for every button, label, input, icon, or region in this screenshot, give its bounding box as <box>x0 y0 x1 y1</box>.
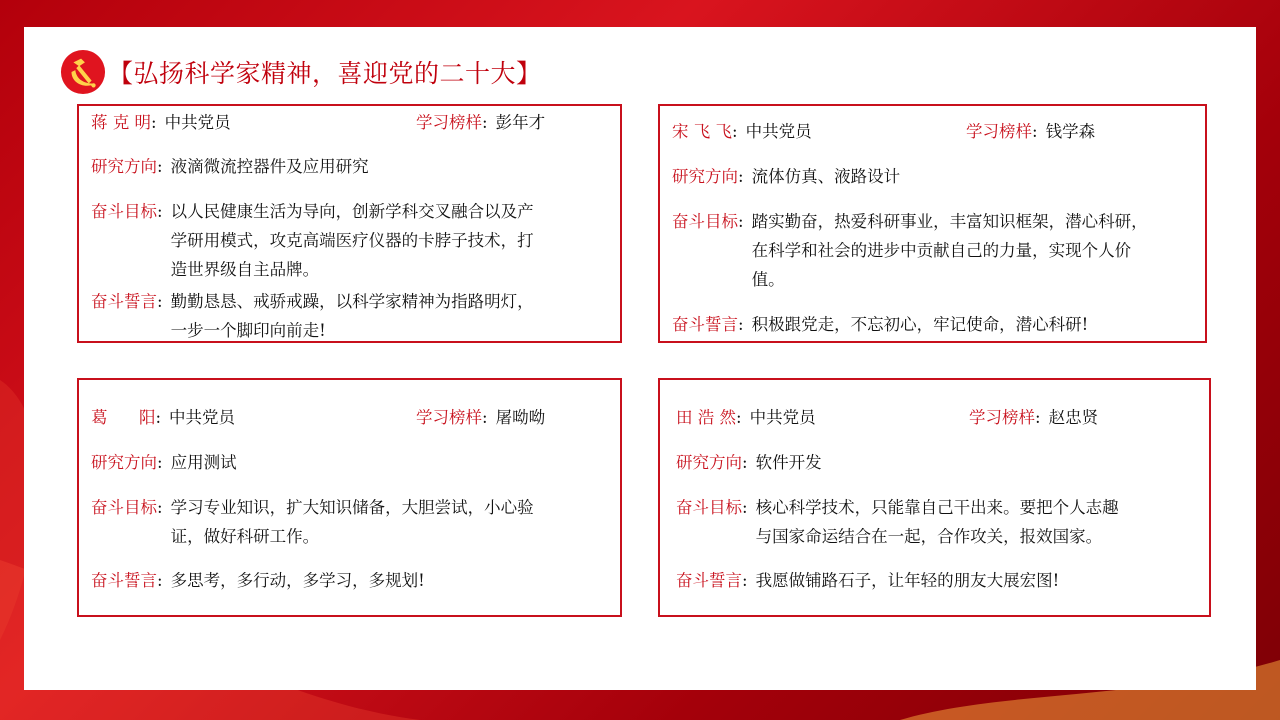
oath-row: 奋斗誓言 : 勤勤恳恳、戒骄戒躁，以科学家精神为指路明灯， 一步一个脚印向前走! <box>91 287 612 345</box>
direction-row: 研究方向 : 流体仿真、液路设计 <box>672 162 1197 191</box>
oath-label: 奋斗誓言 <box>676 571 742 590</box>
card-name-row: 宋 飞 飞 : 中共党员 学习榜样: 钱学森 <box>672 117 1197 146</box>
profile-card <box>77 104 622 343</box>
direction-row: 研究方向 : 软件开发 <box>676 448 1201 477</box>
direction-value: 液滴微流控器件及应用研究 <box>170 157 369 176</box>
party-status: 中共党员 <box>745 122 812 141</box>
party-status: 中共党员 <box>169 408 236 427</box>
oath-line: 我愿做铺路石子，让年轻的朋友大展宏图! <box>755 571 1060 590</box>
oath-label: 奋斗誓言 <box>672 315 738 334</box>
oath-row: 奋斗誓言 : 多思考，多行动，多学习，多规划! <box>91 566 612 595</box>
profile-card <box>658 104 1207 343</box>
goal-row: 奋斗目标 : 以人民健康生活为导向，创新学科交叉融合以及产 学研用模式，攻克高端医疗仪器的卡脖子技术，打 造世界级自主品牌。 <box>91 197 612 284</box>
oath-label: 奋斗誓言 <box>91 292 157 311</box>
goal-line: 学习专业知识，扩大知识储备，大胆尝试，小心验 <box>170 498 534 517</box>
page-title: 【弘扬科学家精神，喜迎党的二十大】 <box>108 59 542 88</box>
oath-line: 积极跟党走，不忘初心，牢记使命，潜心科研! <box>751 315 1089 334</box>
mentor-name: 赵忠贤 <box>1048 408 1099 427</box>
goal-line: 核心科学技术，只能靠自己干出来。要把个人志趣 <box>755 498 1119 517</box>
oath-line: 一步一个脚印向前走! <box>170 321 326 340</box>
oath-line: 勤勤恳恳、戒骄戒躁，以科学家精神为指路明灯， <box>170 292 534 311</box>
goal-line: 证，做好科研工作。 <box>170 527 320 546</box>
member-name: 宋 飞 飞 <box>672 122 732 141</box>
direction-value: 软件开发 <box>755 453 822 472</box>
mentor-name: 彭年才 <box>495 113 546 132</box>
party-emblem-icon <box>60 49 106 95</box>
goal-line: 学研用模式，攻克高端医疗仪器的卡脖子技术，打 <box>170 231 534 250</box>
goal-label: 奋斗目标 <box>91 202 157 221</box>
goal-line: 值。 <box>751 270 785 289</box>
profile-card <box>658 378 1211 617</box>
goal-row: 奋斗目标 : 核心科学技术，只能靠自己干出来。要把个人志趣 与国家命运结合在一起，合作攻关，报效国家。 <box>676 493 1201 551</box>
goal-line: 踏实勤奋，热爱科研事业，丰富知识框架，潜心科研， <box>751 212 1148 231</box>
goal-line: 以人民健康生活为导向，创新学科交叉融合以及产 <box>170 202 534 221</box>
member-name: 蒋 克 明 <box>91 113 151 132</box>
mentor-label: 学习榜样 <box>416 113 482 132</box>
oath-row: 奋斗誓言 : 我愿做铺路石子，让年轻的朋友大展宏图! <box>676 566 1201 595</box>
direction-row: 研究方向 : 液滴微流控器件及应用研究 <box>91 152 612 181</box>
goal-label: 奋斗目标 <box>91 498 157 517</box>
direction-label: 研究方向 <box>91 157 157 176</box>
card-name-row: 蒋 克 明 : 中共党员 学习榜样: 彭年才 <box>91 108 612 137</box>
party-status: 中共党员 <box>749 408 816 427</box>
goal-row: 奋斗目标 : 踏实勤奋，热爱科研事业，丰富知识框架，潜心科研， 在科学和社会的进步中贡献自己的力量，实现个人价 值。 <box>672 207 1197 294</box>
goal-line: 与国家命运结合在一起，合作攻关，报效国家。 <box>755 527 1103 546</box>
member-name: 葛 阳 <box>91 408 156 427</box>
page-header <box>60 44 542 100</box>
card-name-row: 田 浩 然 : 中共党员 学习榜样: 赵忠贤 <box>676 403 1201 432</box>
direction-label: 研究方向 <box>676 453 742 472</box>
profile-card <box>77 378 622 617</box>
oath-row: 奋斗誓言 : 积极跟党走，不忘初心，牢记使命，潜心科研! <box>672 310 1197 339</box>
goal-label: 奋斗目标 <box>676 498 742 517</box>
member-name: 田 浩 然 <box>676 408 736 427</box>
party-status: 中共党员 <box>164 113 231 132</box>
oath-label: 奋斗誓言 <box>91 571 157 590</box>
mentor-name: 屠呦呦 <box>495 408 546 427</box>
mentor-name: 钱学森 <box>1045 122 1096 141</box>
mentor-label: 学习榜样 <box>969 408 1035 427</box>
oath-line: 多思考，多行动，多学习，多规划! <box>170 571 425 590</box>
card-name-row: 葛 阳 : 中共党员 学习榜样: 屠呦呦 <box>91 403 612 432</box>
direction-value: 应用测试 <box>170 453 237 472</box>
goal-line: 在科学和社会的进步中贡献自己的力量，实现个人价 <box>751 241 1132 260</box>
direction-label: 研究方向 <box>91 453 157 472</box>
direction-label: 研究方向 <box>672 167 738 186</box>
direction-row: 研究方向 : 应用测试 <box>91 448 612 477</box>
direction-value: 流体仿真、液路设计 <box>751 167 901 186</box>
goal-label: 奋斗目标 <box>672 212 738 231</box>
goal-row: 奋斗目标 : 学习专业知识，扩大知识储备，大胆尝试，小心验 证，做好科研工作。 <box>91 493 612 551</box>
goal-line: 造世界级自主品牌。 <box>170 260 320 279</box>
mentor-label: 学习榜样 <box>416 408 482 427</box>
mentor-label: 学习榜样 <box>966 122 1032 141</box>
